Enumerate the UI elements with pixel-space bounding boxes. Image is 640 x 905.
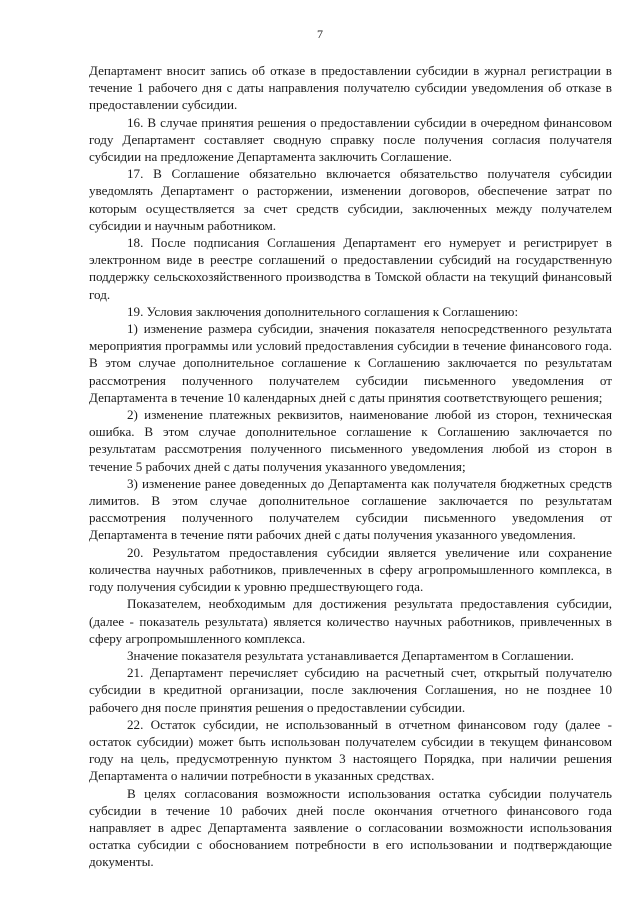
paragraph-18: 18. После подписания Соглашения Департамент его нумерует и регистрирует в электронном виде в реестре соглашений о предоставлении субсидий на государственную поддержку сельскохозяйственного производства в Томской области на текущий финансовый год. [89,235,612,302]
paragraph-20: 20. Результатом предоставления субсидии является увеличение или сохранение количества научных работников, привлеченных в сферу агропромышленного комплекса, в году получения субсидии к уровню предшествующего года. [89,544,612,595]
paragraph-19-item-1: 1) изменение размера субсидии, значения показателя непосредственного результата мероприятия программы или условий предоставления субсидии в течение финансового года. В этом случае дополнительное соглашение к Соглашению заключается по результатам рассмотрения полученного получателем субсидии письменного уведомления от Департамента в течение 10 календарных дней с даты принятия соответствующего решения; [89,321,612,405]
paragraph-16: 16. В случае принятия решения о предоставлении субсидии в очередном финансовом году Департамент составляет сводную справку после получения согласия получателя субсидии на предложение Департамента заключить Соглашение. [89,114,612,165]
paragraph-22: 22. Остаток субсидии, не использованный в отчетном финансовом году (далее - остаток субсидии) может быть использован получателем субсидии в текущем финансовом году на цель, предусмотренную пунктом 3 настоящего Порядка, при наличии решения Департамента о наличии потребности в указанных средствах. [89,716,612,784]
paragraph-20-indicator: Показателем, необходимым для достижения результата предоставления субсидии, (далее - показатель результата) является количество научных работников, привлеченных в сферу агропромышленного комплекса. [89,596,612,646]
paragraph-22-approval: В целях согласования возможности использования остатка субсидии получатель субсидии в течение 10 рабочих дней после окончания отчетного финансового года направляет в адрес Департамента заявление о согласовании возможности использования остатка субсидии с обоснованием потребности в его использовании и подтверждающие документы. [89,785,612,870]
paragraph-19-item-2: 2) изменение платежных реквизитов, наименование любой из сторон, техническая ошибка. В этом случае дополнительное соглашение к Соглашению заключается по результатам рассмотрения полученного письменного уведомления любой из сторон в течение 5 рабочих дней с даты получения указанного уведомления; [89,407,612,474]
document-body [89,62,612,871]
paragraph-20-indicator-value: Значение показателя результата устанавливается Департаментом в Соглашении. [127,647,574,663]
page-number: 7 [317,27,323,41]
paragraph-21: 21. Департамент перечисляет субсидию на расчетный счет, открытый получателю субсидии в кредитной организации, после заключения Соглашения, но не позднее 10 рабочего дня после принятия решения о предоставлении субсидии. [89,665,612,715]
paragraph-19-item-3: 3) изменение ранее доведенных до Департамента как получателя бюджетных средств лимитов. В этом случае дополнительное соглашение заключается по результатам рассмотрения полученного получателем субсидии письменного уведомления от Департамента в течение пяти рабочих дней с даты получения указанного уведомления. [89,475,612,543]
paragraph-refusal-registration: Департамент вносит запись об отказе в предоставлении субсидии в журнал регистрации в течение 1 рабочего дня с даты направления получателю субсидии уведомления об отказе в предоставлении субсидии. [89,63,612,113]
paragraph-19: 19. Условия заключения дополнительного соглашения к Соглашению: [127,303,519,319]
paragraph-17: 17. В Соглашение обязательно включается обязательство получателя субсидии уведомлять Департамент о расторжении, изменении договоров, обеспечение затрат по которым осуществляется за счет средств субсидии, заключенных между получателем субсидии и научным работником. [89,166,612,233]
